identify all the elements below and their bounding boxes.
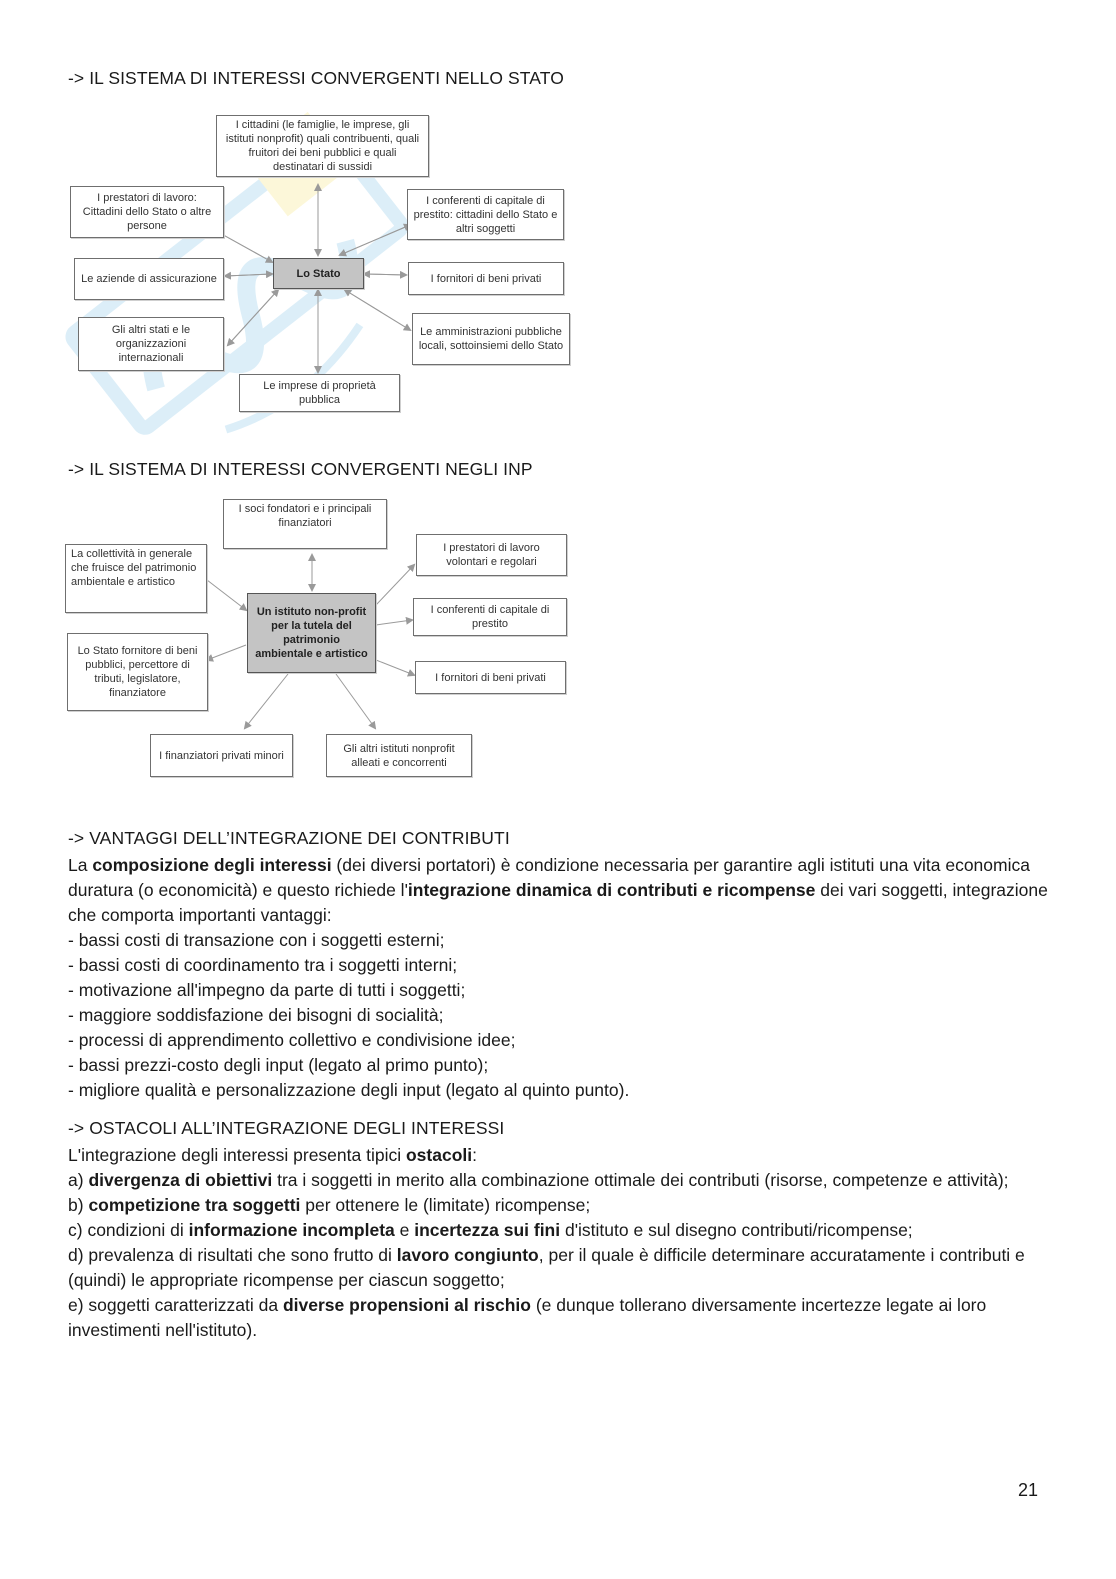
vantaggi-item: - bassi prezzi-costo degli input (legato al primo punto);: [68, 1055, 489, 1075]
node-collettivita: La collettività in generale che fruisce del patrimonio ambientale e artistico: [65, 544, 207, 613]
ostacoli-item: [68, 1168, 1053, 1193]
node-prestatori-lavoro: I prestatori di lavoro: Cittadini dello Stato o altre persone: [70, 186, 224, 238]
vantaggi-list: [68, 928, 1053, 1103]
ostacoli-item-3-text-0: d) prevalenza di risultati che sono frutto di: [68, 1245, 397, 1265]
vantaggi-intro-bold-1: composizione degli interessi: [92, 855, 332, 875]
vantaggi-intro: [68, 853, 1053, 928]
ostacoli-intro-bold-1: ostacoli: [405, 1145, 473, 1165]
ostacoli-item-2-text-2: e: [394, 1220, 415, 1240]
vantaggi-item: - processi di apprendimento collettivo e condivisione idee;: [68, 1030, 516, 1050]
ostacoli-body: [68, 1143, 1053, 1343]
node-aziende-assicurazione: Le aziende di assicurazione: [74, 258, 224, 300]
center-istituto-nonprofit: Un istituto non-profit per la tutela del patrimonio ambientale e artistico: [247, 593, 376, 673]
node-soci-fondatori: I soci fondatori e i principali finanziatori: [223, 499, 387, 549]
ostacoli-item-1-bold-1: competizione tra soggetti: [88, 1195, 301, 1215]
vantaggi-intro-bold-3: integrazione dinamica di contributi e ricompense: [407, 880, 816, 900]
vantaggi-item: - bassi costi di coordinamento tra i soggetti interni;: [68, 955, 458, 975]
ostacoli-item: [68, 1293, 1053, 1343]
node-fornitori-beni: I fornitori di beni privati: [408, 262, 564, 295]
section-heading-vantaggi: -> VANTAGGI DELL’INTEGRAZIONE DEI CONTRIBUTI: [68, 828, 510, 848]
node-amministrazioni-locali: Le amministrazioni pubbliche locali, sottoinsiemi dello Stato: [412, 313, 570, 365]
ostacoli-item-0-text-2: tra i soggetti in merito alla combinazione ottimale dei contributi (risorse, competenze e attività);: [272, 1170, 1009, 1190]
node-altri-istituti: Gli altri istituti nonprofit alleati e concorrenti: [326, 734, 472, 777]
ostacoli-item-1-text-0: b): [68, 1195, 89, 1215]
vantaggi-body: [68, 853, 1053, 1103]
ostacoli-item-2-text-4: d'istituto e sul disegno contributi/ricompense;: [560, 1220, 913, 1240]
ostacoli-intro-text-0: L'integrazione degli interessi presenta tipici: [68, 1145, 406, 1165]
ostacoli-item: [68, 1243, 1053, 1293]
ostacoli-item-0-text-0: a): [68, 1170, 89, 1190]
ostacoli-item: [68, 1193, 1053, 1218]
node-fornitori-privati: I fornitori di beni privati: [415, 661, 566, 694]
ostacoli-intro-text-2: :: [472, 1145, 477, 1165]
section-heading-stato: -> IL SISTEMA DI INTERESSI CONVERGENTI NELLO STATO: [68, 68, 564, 88]
node-finanziatori-minori: I finanziatori privati minori: [150, 734, 293, 777]
page-number: 21: [1018, 1480, 1039, 1500]
vantaggi-intro-text-0: La: [68, 855, 93, 875]
node-prestatori-volontari: I prestatori di lavoro volontari e regolari: [416, 534, 567, 576]
center-lo-stato: Lo Stato: [273, 258, 364, 289]
section-heading-ostacoli: -> OSTACOLI ALL’INTEGRAZIONE DEGLI INTERESSI: [68, 1118, 505, 1138]
node-cittadini: I cittadini (le famiglie, le imprese, gli istituti nonprofit) quali contribuenti, quali fruitori dei beni pubblici e quali destinatari di sussidi: [216, 115, 429, 177]
node-stato-fornitore: Lo Stato fornitore di beni pubblici, percettore di tributi, legislatore, finanziatore: [67, 633, 208, 711]
ostacoli-item-2-text-0: c) condizioni di: [68, 1220, 189, 1240]
ostacoli-item-4-text-2: (e dunque tollerano diversamente incertezze legate ai loro investimenti nell'istituto).: [68, 1295, 987, 1340]
ostacoli-item-3-text-2: , per il quale è difficile determinare accuratamente i contributi e (quindi) le appropriate ricompense per ciascun soggetto;: [68, 1245, 1025, 1290]
ostacoli-item-3-bold-1: lavoro congiunto: [396, 1245, 539, 1265]
vantaggi-item: - maggiore soddisfazione dei bisogni di socialità;: [68, 1005, 444, 1025]
ostacoli-item-4-text-0: e) soggetti caratterizzati da: [68, 1295, 283, 1315]
vantaggi-intro-text-4: dei vari soggetti, integrazione che comporta importanti vantaggi:: [68, 880, 1048, 925]
ostacoli-item-2-bold-1: informazione incompleta: [188, 1220, 395, 1240]
node-conferenti-capitale: I conferenti di capitale di prestito: cittadini dello Stato e altri soggetti: [407, 189, 564, 240]
vantaggi-intro-text-2: (dei diversi portatori) è condizione necessaria per garantire agli istituti una vita economica duratura (o economicità) e questo richiede l': [68, 855, 1030, 900]
ostacoli-intro: [68, 1143, 1053, 1168]
vantaggi-item: - migliore qualità e personalizzazione degli input (legato al quinto punto).: [68, 1080, 630, 1100]
vantaggi-item: - motivazione all'impegno da parte di tutti i soggetti;: [68, 980, 466, 1000]
ostacoli-item-4-bold-1: diverse propensioni al rischio: [282, 1295, 531, 1315]
node-altri-stati: Gli altri stati e le organizzazioni internazionali: [78, 317, 224, 371]
ostacoli-list: [68, 1168, 1053, 1343]
ostacoli-item: [68, 1218, 1053, 1243]
ostacoli-item-0-bold-1: divergenza di obiettivi: [88, 1170, 273, 1190]
vantaggi-item: - bassi costi di transazione con i soggetti esterni;: [68, 930, 445, 950]
section-heading-inp: -> IL SISTEMA DI INTERESSI CONVERGENTI NEGLI INP: [68, 459, 533, 479]
node-conferenti-prestito: I conferenti di capitale di prestito: [413, 598, 567, 636]
node-imprese-pubbliche: Le imprese di proprietà pubblica: [239, 374, 400, 412]
ostacoli-item-1-text-2: per ottenere le (limitate) ricompense;: [300, 1195, 591, 1215]
ostacoli-item-2-bold-3: incertezza sui fini: [414, 1220, 561, 1240]
